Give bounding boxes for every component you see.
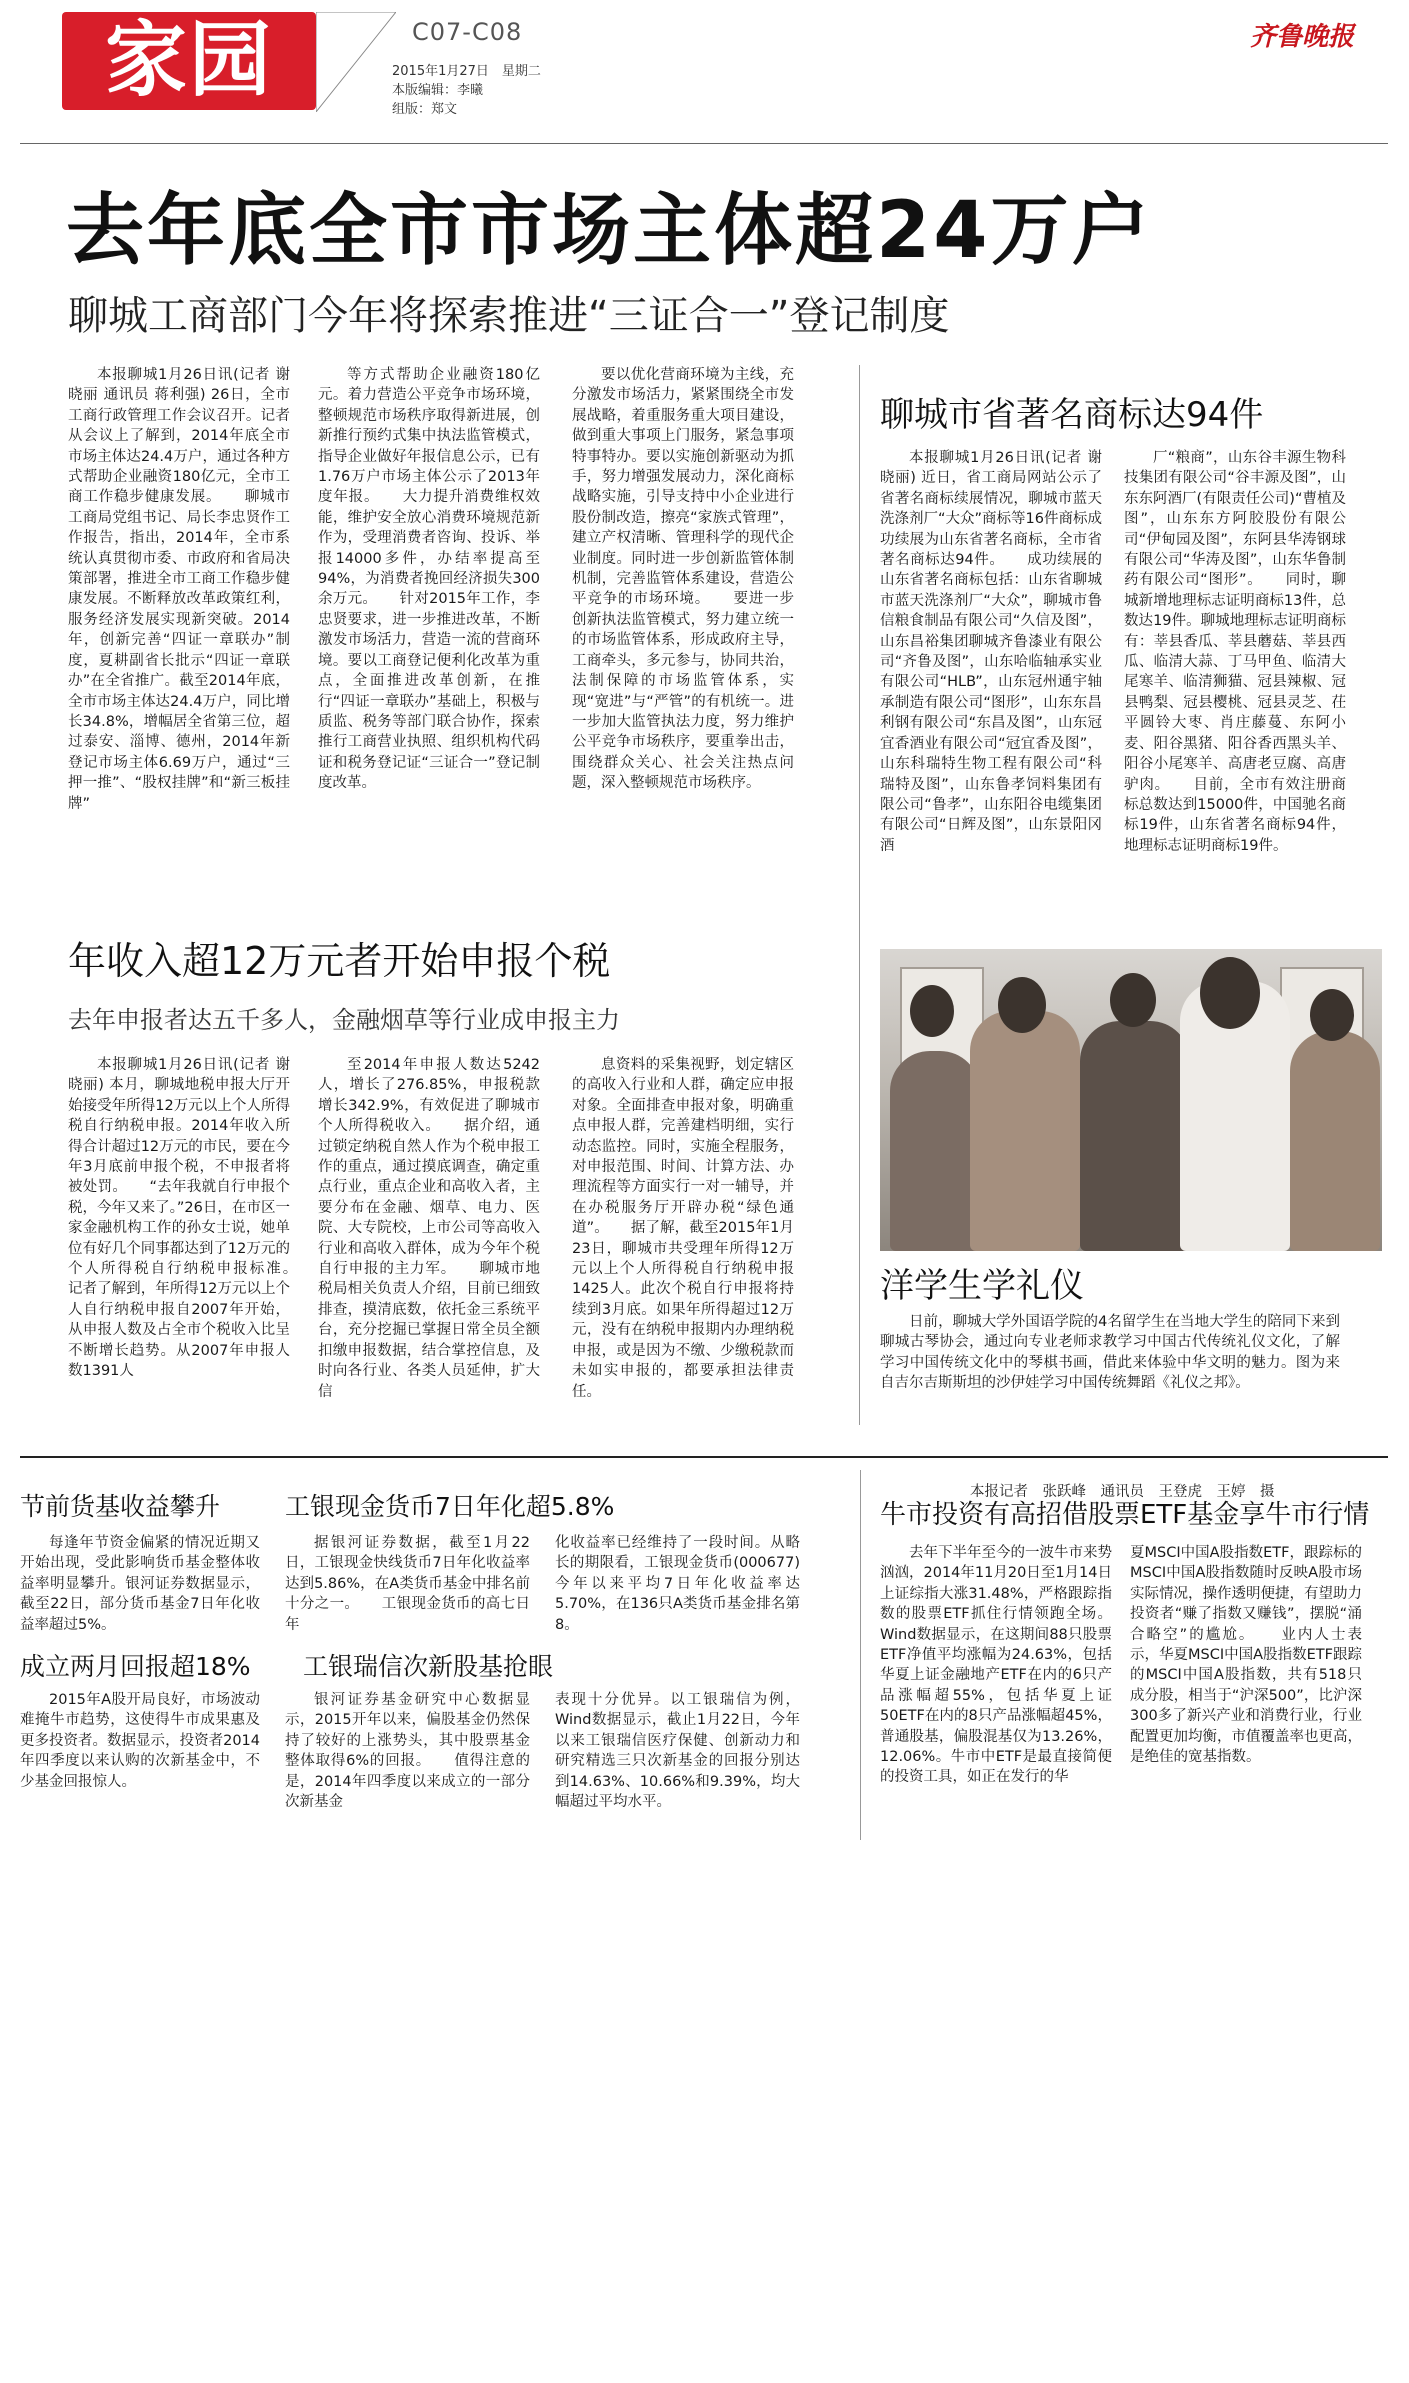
- tax-column-1: 本报聊城1月26日讯(记者 谢晓丽) 本月，聊城地税申报大厅开始接受年所得12万元以上个人所得税自行纳税申报。2014年收入所得合计超过12万元的市民，要在今年3月底前申报个税，不申报者将被处罚。 “去年我就自行申报个税，今年又来了。”26日，在市区一家金融机构工作的孙女士说，她单位有好几个同事都达到了12万元的个人所得税自行纳税申报标准。 记者了解到，年所得12万元以上个人自行纳税申报自2007年开始，从申报人数及占全市个税收入比呈不断增长趋势。从2007年申报人数1391人: [68, 1057, 319, 1380]
- brief-d-column-1: 银河证券基金研究中心数据显示，2015开年以来，偏股基金仍然保持了较好的上涨势头，其中股票基金整体取得6%的回报。 值得注意的是，2014年四季度以来成立的一部分次新基金: [285, 1692, 530, 1811]
- masthead-slant: [316, 12, 396, 112]
- lead-column-2: 等方式帮助企业融资180亿元。着力营造公平竞争市场环境，整顿规范市场秩序取得新进展，创新推行预约式集中执法监管模式，指导企业做好年报信息公示，已有1.76万户市场主体公示了2013年度年报。 大力提升消费维权效能，维护安全放心消费环境规范新作为，受理消费者咨询、投诉、举报14000多件，办结率提高至94%，为消费者挽回经济损失300余万元。 针对2015年工作，李忠贤要求，进一步推进改革，不断激发市场活力，营造一流的营商环境。要以工商登记便利化改革为重点，全面推进改革创新，在推行“四证一章联办”基础上，积极与质监、税务等部门联合协作，探索推行工商营业执照、组织机构代码证和税务登记证“三证合一”登记制度改革。: [318, 367, 540, 792]
- etf-column-1: 去年下半年至今的一波牛市来势汹汹，2014年11月20日至1月14日上证综指大涨31.48%，严格跟踪指数的股票ETF抓住行情领跑全场。Wind数据显示，在这期间88只股票ETF净值平均涨幅为24.63%，包括华夏上证金融地产ETF在内的6只产品涨幅超55%，包括华夏上证50ETF在内的8只产品涨幅超45%，普通股基，偏股混基仅为13.26%，12.06%。牛市中ETF是最直接简便的投资工具，如正在发行的华: [880, 1545, 1112, 1786]
- page-range: C07-C08: [412, 18, 523, 46]
- lead-column-3: 要以优化营商环境为主线，充分激发市场活力，紧紧围绕全市发展战略，着重服务重大项目建设，做到重大事项上门服务，紧急事项特事特办。要以实施创新驱动为抓手，努力增强发展动力，深化商标战略实施，引导支持中小企业进行股份制改造，擦亮“家族式管理”，建立产权清晰、管理科学的现代企业制度。同时进一步创新监管体制机制，完善监管体系建设，营造公平竞争的市场环境。 要进一步创新执法监管模式，努力建立统一的市场监管体系，形成政府主导，工商牵头，多元参与，协同共治，法制保障的市场监管体系，实现“宽进”与“严管”的有机统一。进一步加大监管执法力度，努力维护公平竞争市场秩序，要重拳出击，围绕群众关心、社会关注热点问题，深入整顿规范市场秩序。: [572, 367, 794, 792]
- photo-figure: [1080, 1021, 1190, 1251]
- issue-date: 2015年1月27日 星期二: [392, 64, 541, 79]
- lead-subtitle: 聊城工商部门今年将探索推进“三证合一”登记制度: [68, 293, 950, 339]
- newspaper-name: 齐鲁晚报: [1250, 22, 1355, 52]
- tax-deck: 去年申报者达五千多人，金融烟草等行业成申报主力: [68, 1006, 620, 1034]
- etiquette-photo: [880, 949, 1382, 1251]
- editor-credit: 本版编辑：李曦: [392, 83, 484, 98]
- tax-column-2: 至2014年申报人数达5242人，增长了276.85%，申报税款增长342.9%，有效促进了聊城市个人所得税收入。 据介绍，通过锁定纳税自然人作为个税申报工作的重点，通过摸底调查，确定重点行业，重点企业和高收入者，主要分布在金融、烟草、电力、医院、大专院校，上市公司等高收入行业和高收入群体，成为今年个税自行申报的主力军。 聊城市地税局相关负责人介绍，目前已细致排查，摸清底数，依托金三系统平台，充分挖掘已掌握日常全员全额扣缴申报数据，结合掌控信息，及时向各行业、各类人员延伸，扩大信: [318, 1057, 540, 1400]
- photo-figure: [1110, 973, 1156, 1027]
- photo-figure: [1310, 989, 1354, 1041]
- tax-headline: 年收入超12万元者开始申报个税: [68, 939, 611, 983]
- lead-headline: 去年底全市市场主体超24万户: [66, 186, 1153, 276]
- etf-column-2: 夏MSCI中国A股指数ETF，跟踪标的MSCI中国A股指数随时反映A股市场实际情况，操作透明便捷，有望助力投资者“赚了指数又赚钱”，摆脱“涌合略空”的尴尬。 业内人士表示，华夏MSCI中国A股指数ETF跟踪的MSCI中国A股指数，共有518只成分股，相当于“沪深500”，比沪深300多了新兴产业和消费行业，行业配置更加均衡，市值覆盖率也更高，是绝佳的宽基指数。: [1130, 1545, 1362, 1766]
- photo-caption-title: 洋学生学礼仪: [880, 1266, 1084, 1306]
- masthead-rule: [20, 143, 1388, 144]
- brief-b-column-2: 化收益率已经维持了一段时间。从略长的期限看，工银现金货币(000677)今年以来平均7日年化收益率达5.70%，在136只A类货币基金排名第8。: [555, 1535, 800, 1633]
- photo-figure: [1290, 1031, 1380, 1251]
- photo-figure: [998, 977, 1046, 1033]
- section-title: 家园: [104, 13, 273, 108]
- lead-column-1: 本报聊城1月26日讯(记者 谢晓丽 通讯员 蒋利强) 26日，全市工商行政管理工作会议召开。记者从会议上了解到，2014年底全市市场主体达24.4万户，通过各种方式帮助企业融资180亿元，全市工商工作稳步健康发展。 聊城市工商局党组书记、局长李忠贤作工作报告，指出，2014年，全市系统认真贯彻市委、市政府和省局决策部署，推进全市工商工作稳步健康发展。不断释放改革政策红利，服务经济发展实现新突破。2014年，创新完善“四证一章联办”制度，夏耕副省长批示“四证一章联办”在全省推广。截至2014年底，全市市场主体达24.4万户，同比增长34.8%，增幅居全省第三位，超过泰安、淄博、德州，2014年新登记市场主体6.69万户，通过“三押一推”、“股权挂牌”和“新三板挂牌”: [68, 367, 290, 812]
- brief-b-column-1: 据银河证券数据，截至1月22日，工银现金快线货币7日年化收益率达到5.86%，在A类货币基金中排名前十分之一。 工银现金货币的高七日年: [285, 1535, 530, 1633]
- section-rule: [20, 1456, 1388, 1458]
- brief-d-headline: 工银瑞信次新股基抢眼: [303, 1652, 554, 1681]
- brief-d-column-2: 表现十分优异。以工银瑞信为例，Wind数据显示，截止1月22日，今年以来工银瑞信医疗保健、创新动力和研究精选三只次新基金的回报分别达到14.63%、10.66%和9.39%，均大幅超过平均水平。: [555, 1692, 800, 1811]
- brief-b-headline: 工银现金货币7日年化超5.8%: [285, 1492, 615, 1521]
- trademark-column-1: 本报聊城1月26日讯(记者 谢晓丽) 近日，省工商局网站公示了省著名商标续展情况，聊城市蓝天洗涤剂厂“大众”商标等16件商标成功续展为山东省著名商标，全市省著名商标达94件。 成功续展的山东省著名商标包括：山东省聊城市蓝天洗涤剂厂“大众”，聊城市鲁信粮食制品有限公司“久信及图”，山东昌裕集团聊城齐鲁漆业有限公司“齐鲁及图”，山东哈临轴承实业有限公司“HLB”，山东冠州通宇轴承制造有限公司“图形”，山东东昌利钢有限公司“东昌及图”，山东冠宜香酒业有限公司“冠宜香及图”，山东科瑞特生物工程有限公司“科瑞特及图”，山东鲁孝饲料集团有限公司“鲁孝”，山东阳谷电缆集团有限公司“日辉及图”，山东景阳冈酒: [880, 450, 1102, 854]
- tax-column-3: 息资料的采集视野，划定辖区的高收入行业和人群，确定应申报对象。全面排查申报对象，明确重点申报人群，完善建档明细，实行动态监控。同时，实施全程服务，对申报范围、时间、计算方法、办理流程等方面实行一对一辅导，并在办税服务厅开辟办税“绿色通道”。 据了解，截至2015年1月23日，聊城市共受理年所得12万元以上个人所得税自行纳税申报1425人。此次个税自行申报将持续到3月底。如果年所得超过12万元，没有在纳税申报期内办理纳税申报，或是因为不缴、少缴税款而未如实申报的，都要承担法律责任。: [572, 1057, 794, 1400]
- photo-figure: [970, 1011, 1080, 1251]
- photo-caption: 日前，聊城大学外国语学院的4名留学生在当地大学生的陪同下来到聊城古琴协会，通过向专业老师求教学习中国古代传统礼仪文化，了解学习中国传统文化中的琴棋书画，借此来体验中华文明的魅力。图为来自吉尔吉斯斯坦的沙伊娃学习中国传统舞蹈《礼仪之邦》。: [880, 1314, 1340, 1392]
- layout-credit: 组版：郑文: [392, 102, 458, 117]
- photo-figure: [910, 985, 954, 1037]
- section-logo: [62, 12, 316, 110]
- photo-figure: [890, 1051, 980, 1251]
- photo-figure: [1200, 957, 1260, 1029]
- brief-c-headline: 成立两月回报超18%: [20, 1652, 251, 1681]
- column-divider: [860, 1470, 861, 1840]
- photo-credit: 本报记者 张跃峰 通讯员 王登虎 王婷 摄: [970, 1484, 1275, 1500]
- brief-a-headline: 节前货基收益攀升: [20, 1492, 221, 1521]
- trademark-column-2: 厂“粮商”，山东谷丰源生物科技集团有限公司“谷丰源及图”，山东东阿酒厂(有限责任公司)“曹植及图”，山东东方阿胶股份有限公司“伊甸园及图”，东阿县华涛钢球有限公司“华涛及图”，山东华鲁制药有限公司“图形”。 同时，聊城新增地理标志证明商标13件，总数达19件。聊城地理标志证明商标有：莘县香瓜、莘县蘑菇、莘县西瓜、临清大蒜、丁马甲鱼、临清大尾寒羊、临清狮猫、冠县辣椒、冠县鸭梨、冠县樱桃、冠县灵芝、茌平圆铃大枣、肖庄藤蔓、东阿小麦、阳谷黑猪、阳谷香西黑头羊、阳谷小尾寒羊、高唐老豆腐、高唐驴肉。 目前，全市有效注册商标总数达到15000件，中国驰名商标19件，山东省著名商标94件，地理标志证明商标19件。: [1124, 450, 1346, 854]
- etf-headline: 牛市投资有高招借股票ETF基金享牛市行情: [880, 1500, 1370, 1530]
- brief-a-text: 每逢年节资金偏紧的情况近期又开始出现，受此影响货币基金整体收益率明显攀升。银河证券数据显示，截至22日，部分货币基金7日年化收益率超过5%。: [20, 1535, 260, 1633]
- trademark-headline: 聊城市省著名商标达94件: [880, 395, 1264, 435]
- brief-c-text: 2015年A股开局良好，市场波动难掩牛市趋势，这使得牛市成果惠及更多投资者。数据显示，投资者2014年四季度以来认购的次新基金中，不少基金回报惊人。: [20, 1692, 260, 1790]
- column-divider: [859, 365, 860, 1425]
